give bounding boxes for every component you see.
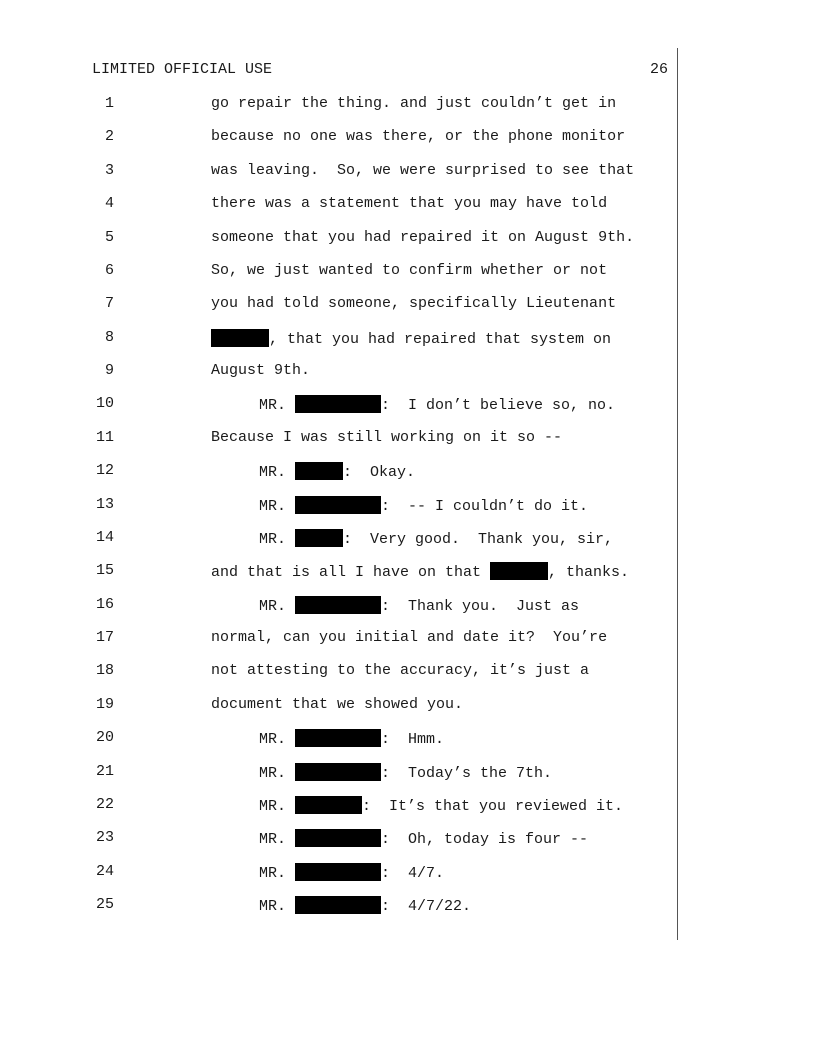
line-text-segment: because no one was there, or the phone monitor — [211, 128, 626, 146]
line-number: 25 — [95, 896, 114, 913]
line-text — [211, 429, 562, 446]
line-text — [211, 128, 625, 145]
line-text — [259, 829, 588, 848]
transcript-line — [0, 462, 816, 482]
line-number: 20 — [95, 729, 114, 747]
line-text — [259, 729, 444, 748]
line-text — [259, 763, 552, 782]
redaction-block — [295, 596, 381, 614]
line-text — [259, 896, 471, 915]
line-number: 2 — [104, 128, 114, 146]
line-text — [259, 596, 579, 615]
line-text-segment: MR. — [259, 397, 296, 415]
transcript-line — [0, 295, 816, 315]
line-text-segment: MR. — [259, 731, 296, 749]
line-number: 6 — [104, 261, 114, 279]
redaction-block — [295, 729, 381, 747]
line-number: 5 — [104, 228, 114, 246]
line-number: 14 — [95, 528, 114, 546]
redaction-block — [295, 896, 381, 914]
line-number: 17 — [95, 629, 114, 646]
line-text-segment: : 4/7/22. — [381, 898, 472, 915]
transcript-line — [0, 329, 816, 349]
transcript-line — [0, 763, 816, 783]
transcript-line — [0, 562, 816, 582]
line-text-segment: MR. — [259, 864, 296, 882]
line-text — [211, 262, 607, 279]
redaction-block — [211, 329, 269, 347]
redaction-block — [295, 496, 381, 514]
line-number: 1 — [104, 95, 114, 112]
line-text-segment: MR. — [259, 530, 296, 548]
line-number: 23 — [95, 829, 114, 847]
line-text-segment: : -- I couldn’t do it. — [381, 497, 589, 515]
line-text-segment: : Today’s the 7th. — [381, 764, 553, 782]
line-text — [211, 162, 634, 179]
transcript-line — [0, 529, 816, 549]
line-text-segment: Because I was still working on it so -- — [211, 428, 563, 446]
line-text — [259, 863, 444, 882]
redaction-block — [295, 462, 343, 480]
redaction-block — [295, 395, 381, 413]
line-text — [259, 529, 613, 548]
line-text-segment: : Okay. — [343, 464, 416, 482]
line-text — [211, 229, 634, 246]
line-number: 13 — [95, 495, 114, 513]
line-text-segment: there was a statement that you may have told — [211, 195, 608, 213]
transcript-line — [0, 829, 816, 849]
transcript-line — [0, 796, 816, 816]
line-number: 11 — [95, 428, 114, 446]
line-text-segment: : Thank you. Just as — [381, 597, 580, 615]
redaction-block — [295, 863, 381, 881]
page-number: 26 — [649, 61, 668, 78]
line-text-segment: and that is all I have on that — [211, 564, 491, 582]
line-number: 8 — [104, 328, 114, 346]
line-number: 9 — [104, 362, 114, 379]
transcript-line — [0, 362, 816, 382]
line-number: 22 — [95, 795, 114, 813]
redaction-block — [295, 796, 362, 814]
line-text-segment: MR. — [259, 597, 296, 615]
line-text-segment: MR. — [259, 464, 296, 482]
redaction-block — [295, 829, 381, 847]
line-number: 16 — [95, 595, 114, 613]
line-number: 12 — [95, 462, 114, 480]
line-text-segment: MR. — [259, 831, 296, 849]
line-text — [211, 95, 616, 112]
transcript-line — [0, 229, 816, 249]
line-text-segment: document that we showed you. — [211, 695, 464, 713]
line-text — [211, 696, 463, 713]
line-text-segment: August 9th. — [211, 362, 311, 379]
line-text — [259, 796, 623, 815]
line-text-segment: was leaving. So, we were surprised to see that — [211, 161, 635, 179]
line-text-segment: , that you had repaired that system on — [269, 330, 612, 348]
line-text-segment: normal, can you initial and date it? You’re — [211, 629, 608, 646]
transcript-line — [0, 195, 816, 215]
line-text-segment: : Hmm. — [381, 731, 445, 749]
line-number: 18 — [95, 662, 114, 680]
line-number: 7 — [104, 295, 114, 313]
line-text — [211, 662, 589, 679]
line-text — [211, 295, 616, 312]
line-number: 3 — [104, 161, 114, 179]
line-text-segment: : 4/7. — [381, 864, 445, 882]
line-text-segment: MR. — [259, 497, 296, 515]
line-text-segment: MR. — [259, 764, 296, 782]
redaction-block — [490, 562, 548, 580]
transcript-line — [0, 863, 816, 883]
line-text — [259, 462, 415, 481]
line-text-segment: : It’s that you reviewed it. — [362, 797, 624, 815]
line-text-segment: not attesting to the accuracy, it’s just a — [211, 662, 590, 680]
line-text-segment: : I don’t believe so, no. — [381, 397, 616, 415]
transcript-line — [0, 629, 816, 649]
transcript-line — [0, 162, 816, 182]
classification-header: LIMITED OFFICIAL USE — [92, 61, 273, 78]
line-text — [211, 195, 607, 212]
line-text — [211, 362, 310, 379]
transcript-line — [0, 729, 816, 749]
line-number: 24 — [95, 862, 114, 880]
transcript-line — [0, 429, 816, 449]
line-number: 10 — [95, 395, 114, 413]
line-text-segment: : Very good. Thank you, sir, — [343, 530, 614, 548]
line-text — [211, 562, 629, 581]
line-text-segment: MR. — [259, 898, 296, 915]
transcript-line — [0, 95, 816, 115]
line-text — [211, 329, 611, 348]
line-text-segment: , thanks. — [548, 564, 630, 582]
transcript-line — [0, 395, 816, 415]
transcript-line — [0, 696, 816, 716]
transcript-line — [0, 896, 816, 916]
line-number: 19 — [95, 695, 114, 713]
line-text-segment: go repair the thing. and just couldn’t get in — [211, 95, 617, 112]
line-text — [259, 496, 588, 515]
line-text-segment: : Oh, today is four -- — [381, 831, 589, 849]
line-number: 15 — [95, 562, 114, 580]
line-text-segment: someone that you had repaired it on August 9th. — [211, 228, 635, 246]
line-number: 21 — [95, 762, 114, 780]
transcript-line — [0, 662, 816, 682]
transcript-line — [0, 262, 816, 282]
line-text — [211, 629, 607, 646]
transcript-line — [0, 496, 816, 516]
line-text-segment: So, we just wanted to confirm whether or not — [211, 261, 608, 279]
line-number: 4 — [104, 195, 114, 213]
line-text-segment: MR. — [259, 797, 296, 815]
line-text — [259, 395, 615, 414]
transcript-line — [0, 128, 816, 148]
transcript-line — [0, 596, 816, 616]
line-text-segment: you had told someone, specifically Lieutenant — [211, 295, 617, 313]
redaction-block — [295, 529, 343, 547]
redaction-block — [295, 763, 381, 781]
